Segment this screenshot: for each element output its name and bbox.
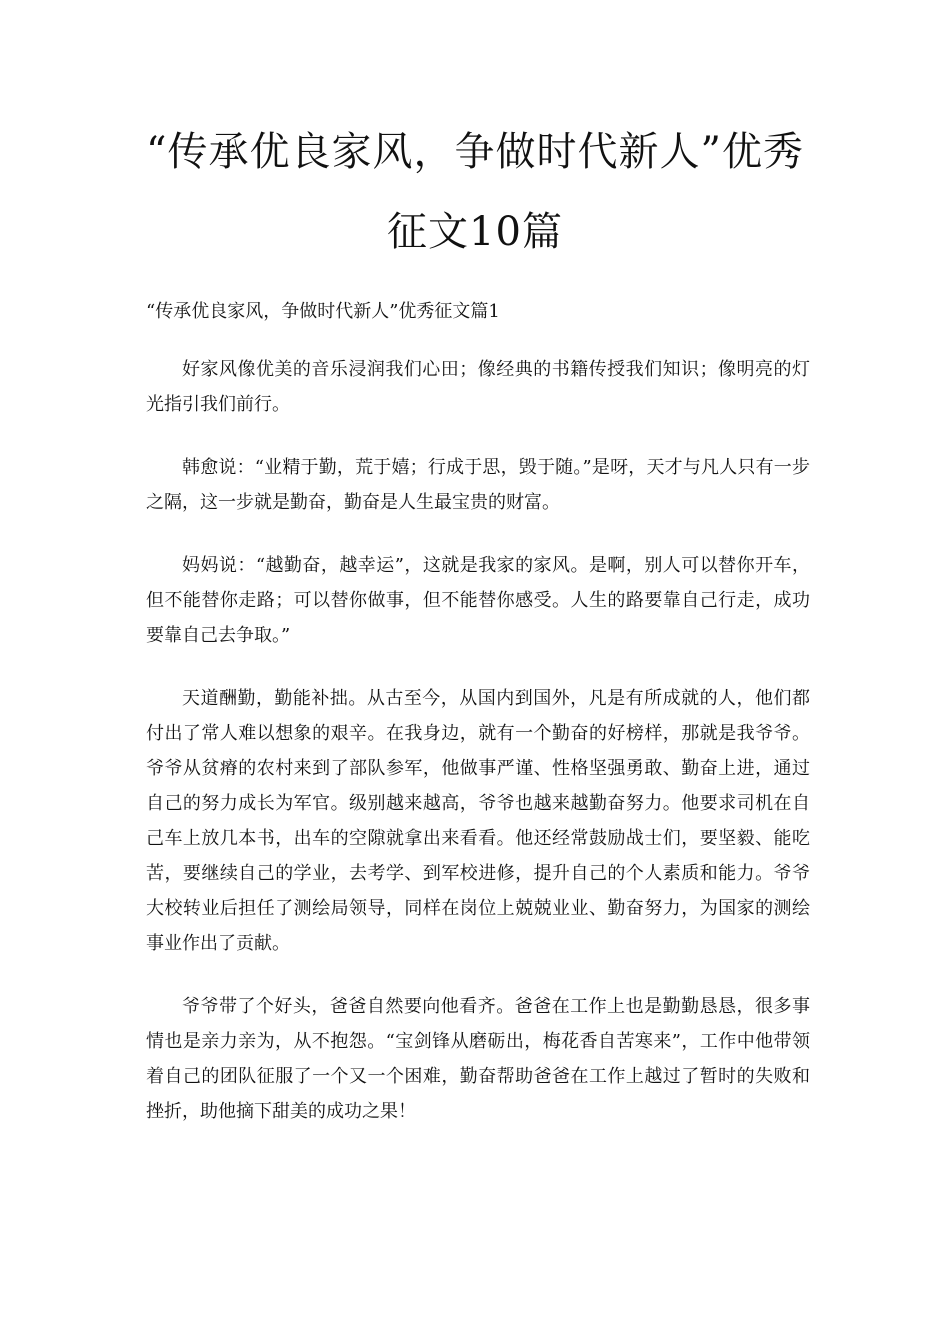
paragraph: 爷爷带了个好头，爸爸自然要向他看齐。爸爸在工作上也是勤勤恳恳，很多事情也是亲力亲为，从不抱怨。“宝剑锋从磨砺出，梅花香自苦寒来”，工作中他带领着自己的团队征服了一个又一个困难，勤奋帮助爸爸在工作上越过了暂时的失败和挫折，助他摘下甜美的成功之果！: [146, 996, 810, 1122]
paragraph: 天道酬勤，勤能补拙。从古至今，从国内到国外，凡是有所成就的人，他们都付出了常人难以想象的艰辛。在我身边，就有一个勤奋的好榜样，那就是我爷爷。爷爷从贫瘠的农村来到了部队参军，他做事严谨、性格坚强勇敢、勤奋上进，通过自己的努力成长为军官。级别越来越高，爷爷也越来越勤奋努力。他要求司机在自己车上放几本书，出车的空隙就拿出来看看。他还经常鼓励战士们，要坚毅、能吃苦，要继续自己的学业，去考学、到军校进修，提升自己的个人素质和能力。爷爷大校转业后担任了测绘局领导，同样在岗位上兢兢业业、勤奋努力，为国家的测绘事业作出了贡献。: [146, 688, 810, 954]
document-title: “传承优良家风，争做时代新人”优秀征文10篇: [146, 129, 804, 255]
paragraph: 好家风像优美的音乐浸润我们心田；像经典的书籍传授我们知识；像明亮的灯光指引我们前行。: [146, 359, 810, 415]
section-heading: “传承优良家风，争做时代新人”优秀征文篇1: [146, 301, 500, 322]
paragraph: 韩愈说：“业精于勤，荒于嬉；行成于思，毁于随。”是呀，天才与凡人只有一步之隔，这一步就是勤奋，勤奋是人生最宝贵的财富。: [146, 457, 810, 513]
paragraph: 妈妈说：“越勤奋，越幸运”，这就是我家的家风。是啊，别人可以替你开车，但不能替你走路；可以替你做事，但不能替你感受。人生的路要靠自己行走，成功要靠自己去争取。”: [146, 555, 810, 646]
body-text: [146, 352, 810, 1157]
